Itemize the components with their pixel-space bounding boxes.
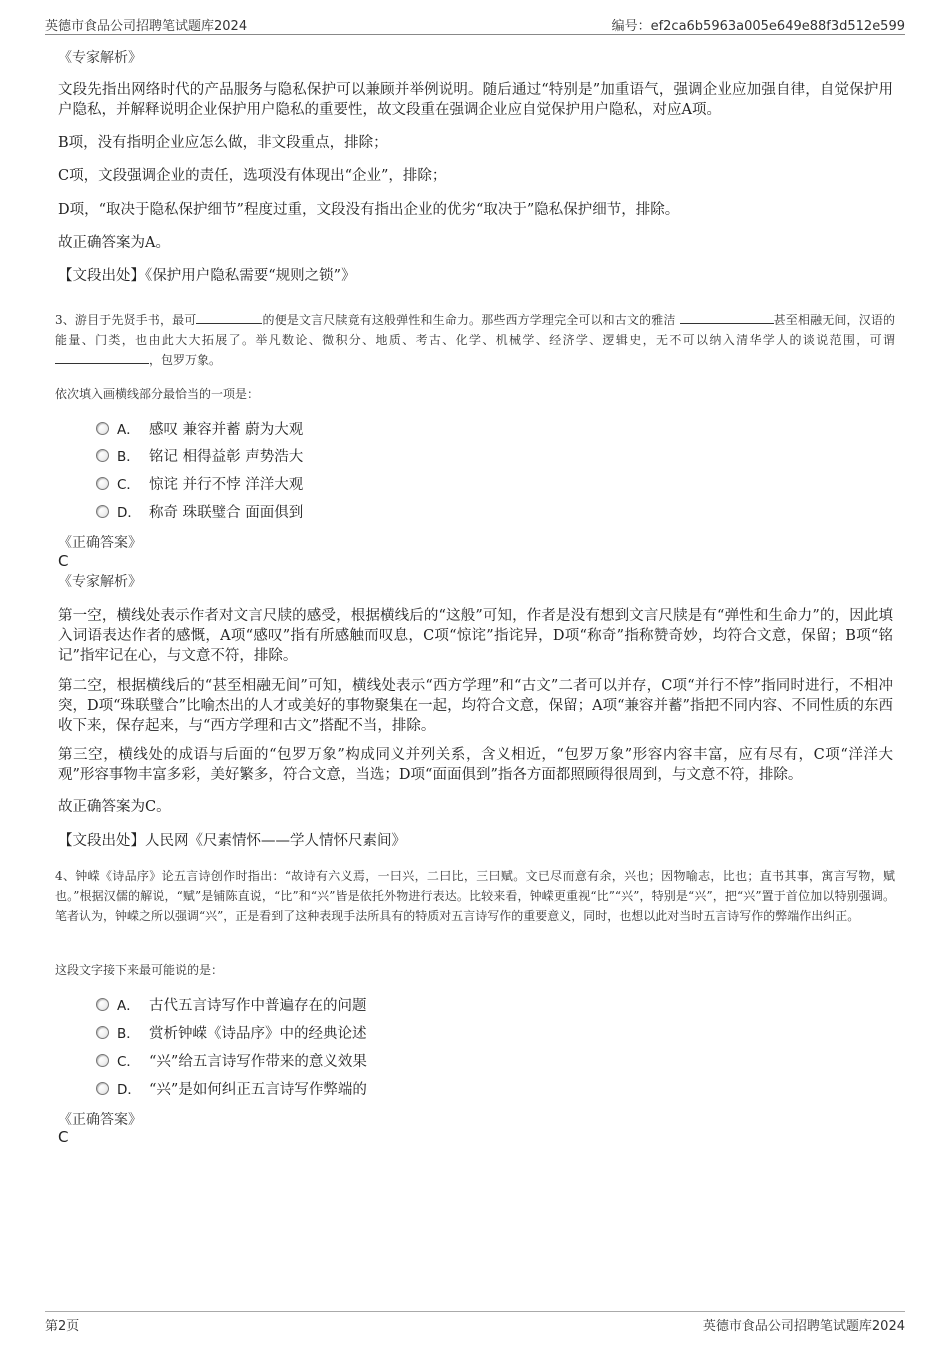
q3-analysis-label: 《专家解析》 [58,574,142,590]
q4-answer: C [58,1128,69,1146]
q3-analysis-p2: 第二空，根据横线后的“甚至相融无间”可知，横线处表示“西方学理”和“古文”二者可以并存，C项“并行不悖”指同时进行，不相冲突，D项“珠联璧合”比喻杰出的人才或美好的事物聚集在一起，均符合文意，保留；A项“兼容并蓄”指把不同内容、不同性质的东西收下来，保存起来，与“西方学理和古文”搭配不当，排除。 [58,678,893,734]
radio-icon[interactable] [96,449,109,462]
radio-icon[interactable] [96,1026,109,1039]
q3-blank-3 [55,350,149,364]
footer-page: 第2页 [45,1319,80,1334]
radio-icon[interactable] [96,477,109,490]
q4-option-b[interactable]: B． 赏析钟嵘《诗品序》中的经典论述 [96,1024,367,1044]
q4-option-a[interactable]: A． 古代五言诗写作中普遍存在的问题 [96,996,367,1016]
q3-analysis-p3: 第三空，横线处的成语与后面的“包罗万象”构成同义并列关系，含义相近，“包罗万象”形容内容丰富，应有尽有，C项“洋洋大观”形容事物丰富多彩，美好繁多，符合文意，当选；D项“面面俱到”指各方面都照顾得很周到，与文意不符，排除。 [58,747,893,783]
q3-answer: C [58,552,69,570]
header-serial: 编号：ef2ca6b5963a005e649e88f3d512e599 [611,19,905,34]
prev-source: 【文段出处】《保护用户隐私需要“规则之锁”》 [58,268,356,284]
prev-conclusion: 故正确答案为A。 [58,235,170,251]
q4-option-d[interactable]: D． “兴”是如何纠正五言诗写作弊端的 [96,1080,367,1100]
q3-stem: 3、游目于先贤手书，最可 的便是文言尺牍竟有这般弹性和生命力。那些西方学理完全可以和古文的雅洁 甚至相融无间，汉语的能量、门类，也由此大大拓展了。举凡数论、微积分、地质、考古、化学、机械学、经济学、逻辑史，无不可以纳入清华学人的谈说范围，可谓 ，包罗万象。 [55,310,895,370]
q3-option-b[interactable]: B． 铭记 相得益彰 声势浩大 [96,447,303,467]
q3-answer-label: 《正确答案》 [58,535,142,551]
prev-analysis-label: 《专家解析》 [58,50,142,66]
prev-analysis-p3: C项，文段强调企业的责任，选项没有体现出“企业”，排除； [58,168,447,184]
page-footer [45,1311,905,1334]
q3-blank-2 [680,310,774,324]
q3-conclusion: 故正确答案为C。 [58,799,171,815]
q3-option-d[interactable]: D． 称奇 珠联璧合 面面俱到 [96,503,303,523]
q4-stem: 4、钟嵘《诗品序》论五言诗创作时指出：“故诗有六义焉，一曰兴，二曰比，三曰赋。文已尽而意有余，兴也；因物喻志，比也；直书其事，寓言写物，赋也。”根据汉儒的解说，“赋”是铺陈直说，“比”和“兴”皆是依托外物进行表达。比较来看，钟嵘更重视“比”“兴”，特别是“兴”，把“兴”置于首位加以特别强调。笔者认为，钟嵘之所以强调“兴”，正是看到了这种表现手法所具有的特质对五言诗写作的重要意义，同时，也想以此对当时五言诗写作的弊端作出纠正。 [55,869,895,923]
q4-option-c[interactable]: C． “兴”给五言诗写作带来的意义效果 [96,1052,367,1072]
prev-analysis-p4: D项，“取决于隐私保护细节”程度过重，文段没有指出企业的优劣“取决于”隐私保护细节，排除。 [58,202,680,218]
radio-icon[interactable] [96,505,109,518]
q3-option-c[interactable]: C． 惊诧 并行不悖 洋洋大观 [96,475,303,495]
q3-blank-1 [196,310,262,324]
radio-icon[interactable] [96,1082,109,1095]
header-title: 英德市食品公司招聘笔试题库2024 [45,19,248,34]
q4-prompt: 这段文字接下来最可能说的是： [55,963,224,977]
radio-icon[interactable] [96,422,109,435]
radio-icon[interactable] [96,998,109,1011]
q3-option-a[interactable]: A． 感叹 兼容并蓄 蔚为大观 [96,420,303,440]
footer-title: 英德市食品公司招聘笔试题库2024 [702,1319,905,1334]
q3-prompt: 依次填入画横线部分最恰当的一项是： [55,387,260,401]
q3-analysis-p1: 第一空，横线处表示作者对文言尺牍的感受，根据横线后的“这般”可知，作者是没有想到文言尺牍是有“弹性和生命力”的，因此填入词语表达作者的感慨，A项“感叹”指有所感触而叹息，C项“惊诧”指诧异，D项“称奇”指称赞奇妙，均符合文意，保留；B项“铭记”指牢记在心，与文意不符，排除。 [58,608,893,664]
page-header [45,12,905,35]
radio-icon[interactable] [96,1054,109,1067]
prev-analysis-p2: B项，没有指明企业应怎么做，非文段重点，排除； [58,135,388,151]
q4-answer-label: 《正确答案》 [58,1112,142,1128]
prev-analysis-p1: 文段先指出网络时代的产品服务与隐私保护可以兼顾并举例说明。随后通过“特别是”加重语气，强调企业应加强自律，自觉保护用户隐私，并解释说明企业保护用户隐私的重要性，故文段重在强调企业应自觉保护用户隐私，对应A项。 [58,82,893,118]
q3-source: 【文段出处】人民网《尺素情怀——学人情怀尺素间》 [58,833,406,849]
